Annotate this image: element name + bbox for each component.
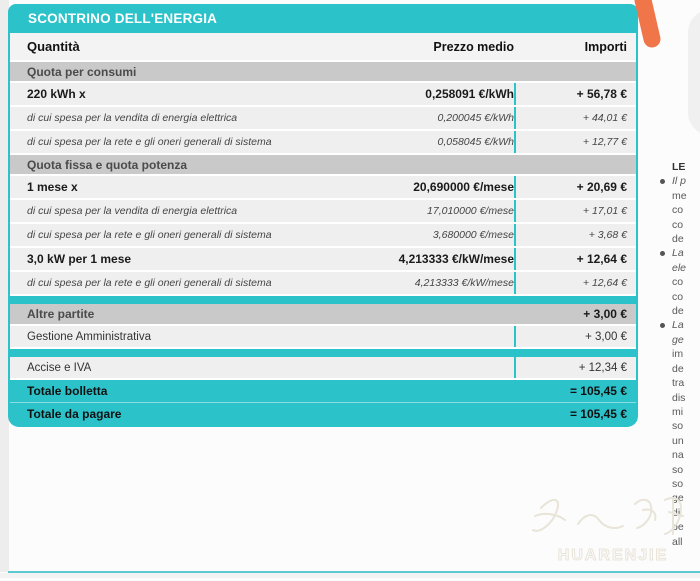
receipt-row-main bbox=[10, 83, 636, 107]
legend-line: all bbox=[672, 535, 683, 548]
row-amount: + 17,01 € bbox=[514, 200, 636, 222]
receipt-row-main bbox=[10, 176, 636, 200]
row-label: Altre partite bbox=[27, 307, 95, 321]
energy-receipt-card bbox=[8, 4, 638, 427]
legend-line: de bbox=[672, 233, 684, 246]
receipt-row-total bbox=[10, 380, 636, 403]
receipt-title: SCONTRINO DELL'ENERGIA bbox=[28, 11, 218, 26]
legend-line: pe bbox=[672, 521, 684, 534]
receipt-row-section bbox=[10, 155, 636, 176]
row-avg-price: 3,680000 €/mese bbox=[432, 229, 514, 241]
row-avg-price bbox=[319, 380, 514, 402]
column-header-avg-price: Prezzo medio bbox=[433, 39, 514, 54]
receipt-row-plain bbox=[10, 357, 636, 380]
row-label: Accise e IVA bbox=[27, 361, 92, 374]
legend-line: ge bbox=[672, 333, 684, 346]
row-avg-price: 0,058045 €/kWh bbox=[437, 136, 514, 148]
legend-line: im bbox=[672, 348, 684, 361]
legend-line: so bbox=[672, 463, 684, 476]
row-amount: + 12,77 € bbox=[514, 131, 636, 153]
row-amount: + 12,34 € bbox=[514, 357, 636, 378]
receipt-row-gap bbox=[8, 296, 638, 304]
receipt-row-detail bbox=[10, 131, 636, 155]
row-avg-price bbox=[319, 155, 514, 174]
legend-line: Il p bbox=[658, 174, 700, 188]
row-avg-price bbox=[319, 62, 514, 81]
bottom-edge bbox=[0, 573, 700, 578]
row-amount: = 105,45 € bbox=[569, 384, 627, 398]
column-header-quantity: Quantità bbox=[27, 39, 80, 54]
row-label: Totale da pagare bbox=[27, 407, 122, 421]
receipt-column-header-row bbox=[10, 33, 636, 62]
row-amount: + 12,64 € bbox=[514, 248, 636, 270]
row-amount: + 3,68 € bbox=[514, 224, 636, 246]
row-avg-price: 17,010000 €/mese bbox=[427, 205, 514, 217]
legend-line: mi bbox=[672, 405, 684, 418]
legend-line: so bbox=[672, 477, 684, 490]
row-amount: + 56,78 € bbox=[514, 83, 636, 105]
row-avg-price bbox=[319, 357, 514, 378]
row-avg-price: 4,213333 €/kW/mese bbox=[414, 277, 514, 289]
legend-line: un bbox=[672, 434, 684, 447]
row-amount: + 3,00 € bbox=[583, 307, 627, 321]
row-avg-price: 4,213333 €/kW/mese bbox=[398, 252, 514, 266]
legend-line: na bbox=[672, 449, 684, 462]
legend-line: co bbox=[672, 276, 684, 289]
legend-line: de bbox=[672, 362, 684, 375]
watermark bbox=[523, 486, 700, 581]
watermark-calligraphy bbox=[523, 486, 700, 576]
receipt-row-section-amount bbox=[10, 304, 636, 326]
legend-line: La bbox=[658, 246, 700, 260]
legend-line: di bbox=[672, 506, 681, 519]
decorative-rounded-shape bbox=[688, 10, 700, 135]
row-label: Quota fissa e quota potenza bbox=[27, 157, 188, 172]
row-amount: + 44,01 € bbox=[514, 107, 636, 129]
row-label: 220 kWh x bbox=[27, 87, 86, 101]
row-label: di cui spesa per la rete e gli oneri generali di sistema bbox=[27, 277, 272, 289]
receipt-row-detail bbox=[10, 107, 636, 131]
receipt-row-gap bbox=[8, 349, 638, 357]
row-amount: + 3,00 € bbox=[514, 326, 636, 347]
row-label: Totale bolletta bbox=[27, 384, 108, 398]
row-amount: = 105,45 € bbox=[569, 407, 627, 421]
row-avg-price: 20,690000 €/mese bbox=[413, 180, 514, 194]
row-avg-price bbox=[319, 304, 514, 324]
column-header-amounts: Importi bbox=[584, 39, 627, 54]
receipt-row-plain bbox=[10, 326, 636, 349]
receipt-table bbox=[10, 33, 636, 425]
legend-line: co bbox=[672, 290, 684, 303]
receipt-rows bbox=[10, 62, 636, 425]
row-label: di cui spesa per la rete e gli oneri generali di sistema bbox=[27, 136, 272, 148]
row-label: di cui spesa per la vendita di energia elettrica bbox=[27, 112, 238, 124]
legend-line: me bbox=[672, 189, 687, 202]
receipt-header-bar bbox=[8, 4, 638, 33]
legend-line: tra bbox=[672, 377, 685, 390]
receipt-row-detail bbox=[10, 200, 636, 224]
row-amount: + 12,64 € bbox=[514, 272, 636, 294]
row-label: 1 mese x bbox=[27, 180, 78, 194]
row-amount: + 20,69 € bbox=[514, 176, 636, 198]
row-label: 3,0 kW per 1 mese bbox=[27, 252, 132, 266]
row-amount bbox=[514, 155, 636, 174]
row-avg-price: 0,200045 €/kWh bbox=[437, 112, 514, 124]
row-label: Quota per consumi bbox=[27, 64, 137, 79]
watermark-text: HUARENJIE bbox=[557, 547, 669, 564]
legend-heading: LE bbox=[672, 161, 686, 173]
legend-line: La bbox=[658, 318, 700, 332]
legend-line: ge bbox=[672, 492, 684, 505]
receipt-row-section bbox=[10, 62, 636, 83]
row-label: Gestione Amministrativa bbox=[27, 330, 151, 343]
row-avg-price bbox=[319, 403, 514, 425]
row-avg-price bbox=[319, 326, 514, 347]
receipt-row-total bbox=[10, 403, 636, 425]
legend-line: co bbox=[672, 218, 684, 231]
legend-line: co bbox=[672, 204, 684, 217]
row-avg-price: 0,258091 €/kWh bbox=[425, 87, 514, 101]
legend-line: ele bbox=[672, 261, 687, 274]
receipt-row-detail bbox=[10, 272, 636, 296]
row-amount bbox=[514, 62, 636, 81]
legend-line: de bbox=[672, 305, 684, 318]
legend-line: so bbox=[672, 420, 684, 433]
row-label: di cui spesa per la vendita di energia elettrica bbox=[27, 205, 238, 217]
receipt-row-main bbox=[10, 248, 636, 272]
row-label: di cui spesa per la rete e gli oneri generali di sistema bbox=[27, 229, 272, 241]
legend-line: dis bbox=[672, 391, 686, 404]
receipt-row-detail bbox=[10, 224, 636, 248]
